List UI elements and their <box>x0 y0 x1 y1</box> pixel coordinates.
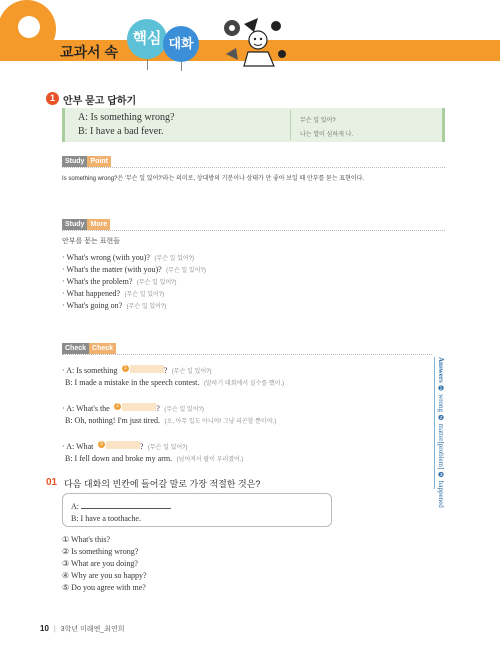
question-prompt: 다음 대화의 빈칸에 들어갈 말로 가장 적절한 것은? <box>64 479 261 489</box>
list-item-en: · What's wrong (with you)? <box>62 253 150 262</box>
option-4[interactable]: ④ Why are you so happy? <box>62 571 147 580</box>
study-more-heading: 안부를 묻는 표현들 <box>62 238 120 245</box>
list-item <box>62 259 206 274</box>
option-5[interactable]: ⑤ Do you agree with me? <box>62 583 146 592</box>
study-point-tag-b: Point <box>87 156 111 167</box>
option-3[interactable]: ③ What are you doing? <box>62 559 138 568</box>
list-item <box>62 247 206 262</box>
answer-blank[interactable] <box>106 441 140 449</box>
study-point-rule <box>62 167 445 168</box>
header-title: 교과서 속 <box>60 44 118 60</box>
question-line-b: B: I have a toothache. <box>71 514 141 523</box>
header-bubble-core: 핵심 <box>127 19 167 59</box>
blank-number: 3 <box>98 441 105 448</box>
answers-label: Answers <box>437 357 445 383</box>
header-circle-hole <box>18 16 40 38</box>
study-point-text: Is something wrong?은 '무슨 일 있어?'라는 의미로, 상대방의 기분이나 상태가 안 좋아 보일 때 안부를 묻는 표현이다. <box>62 176 365 182</box>
list-item-en: · What's the problem? <box>62 277 133 286</box>
page-number: 10 <box>40 624 49 633</box>
study-point-tag <box>62 156 111 167</box>
answers-values: ❶ wrong ❷ matter[problem] ❸ happened <box>437 384 445 508</box>
list-item <box>62 295 206 310</box>
dialog-line-b: B: I have a bad fever. <box>78 126 164 137</box>
study-more-tag <box>62 219 110 230</box>
check-item <box>62 360 427 387</box>
question-line-a <box>71 501 171 511</box>
check-item <box>62 436 427 463</box>
header-bubble-talk: 대화 <box>163 26 199 62</box>
header-illustration <box>218 14 288 70</box>
check-tag-b: Check <box>89 343 116 354</box>
check-question-end: ? <box>163 366 168 375</box>
check-answer-ko: (오, 아무 일도 아니야! 그냥 피곤할 뿐이야.) <box>164 419 277 425</box>
list-item-en: · What's the matter (with you)? <box>62 265 162 274</box>
section-title: 안부 묻고 답하기 <box>63 96 137 107</box>
study-more-tag-a: Study <box>62 219 87 230</box>
list-item <box>62 283 206 298</box>
question-answer-blank[interactable] <box>81 501 171 509</box>
check-answer: B: I fell down and broke my arm. <box>65 454 173 463</box>
list-item-en: · What's going on? <box>62 301 123 310</box>
check-rule <box>62 354 432 355</box>
dialog-translation-b: 나는 열이 심하게 나. <box>300 132 354 138</box>
check-question-ko: (무슨 일 있어?) <box>164 407 204 413</box>
list-item-ko: (무슨 일 있어?) <box>136 280 177 286</box>
check-answer: B: I made a mistake in the speech contest. <box>65 378 200 387</box>
answers-text <box>437 357 445 508</box>
section-number-badge: 1 <box>46 92 59 105</box>
check-answer-ko: (말하기 대회에서 실수를 했어.) <box>203 381 285 387</box>
question-options <box>62 535 147 595</box>
check-question: · A: What <box>62 442 94 451</box>
check-answer: B: Oh, nothing! I'm just tired. <box>65 416 160 425</box>
dialog-line-a: A: Is something wrong? <box>78 112 175 123</box>
option-2[interactable]: ② Is something wrong? <box>62 547 139 556</box>
blank-number: 1 <box>122 365 129 372</box>
study-more-tag-b: More <box>87 219 110 230</box>
bubble-stick <box>147 58 148 70</box>
check-list <box>62 360 427 463</box>
check-item <box>62 398 427 425</box>
answers-sidebar <box>434 357 448 508</box>
option-1[interactable]: ① What's this? <box>62 535 111 544</box>
blank-number: 2 <box>114 403 121 410</box>
check-question-ko: (무슨 일 있어?) <box>171 369 212 375</box>
dialog-divider <box>290 110 291 140</box>
list-item-ko: (무슨 일 있어?) <box>126 304 167 310</box>
answer-blank[interactable] <box>130 365 164 373</box>
check-answer-ko: (넘어져서 팔이 부러졌어.) <box>176 457 244 463</box>
check-question: · A: Is something <box>62 366 118 375</box>
check-question-ko: (무슨 일 있어?) <box>147 445 188 451</box>
list-item-ko: (무슨 일 있어?) <box>154 256 195 262</box>
question-line-a-label: A: <box>71 502 79 511</box>
footer-text: 3학년 미래엔_최연희 <box>60 626 125 633</box>
study-more-list <box>62 247 206 310</box>
check-question: · A: What's the <box>62 404 110 413</box>
study-more-rule <box>62 230 445 231</box>
check-question-end: ? <box>139 442 144 451</box>
answer-blank[interactable] <box>122 403 156 411</box>
dialog-translation-a: 무슨 일 있어? <box>300 118 336 124</box>
footer-separator: | <box>53 626 56 633</box>
page-footer <box>40 624 124 634</box>
question-number: 01 <box>46 477 58 488</box>
list-item-ko: (무슨 일 있어?) <box>166 268 206 274</box>
bubble-stick <box>181 61 182 71</box>
question-dialog-box <box>62 493 332 527</box>
list-item-en: · What happened? <box>62 289 121 298</box>
check-tag-a: Check <box>62 343 89 354</box>
check-question-end: ? <box>156 404 160 413</box>
check-tag <box>62 343 116 354</box>
list-item-ko: (무슨 일 있어?) <box>124 292 165 298</box>
study-point-tag-a: Study <box>62 156 87 167</box>
